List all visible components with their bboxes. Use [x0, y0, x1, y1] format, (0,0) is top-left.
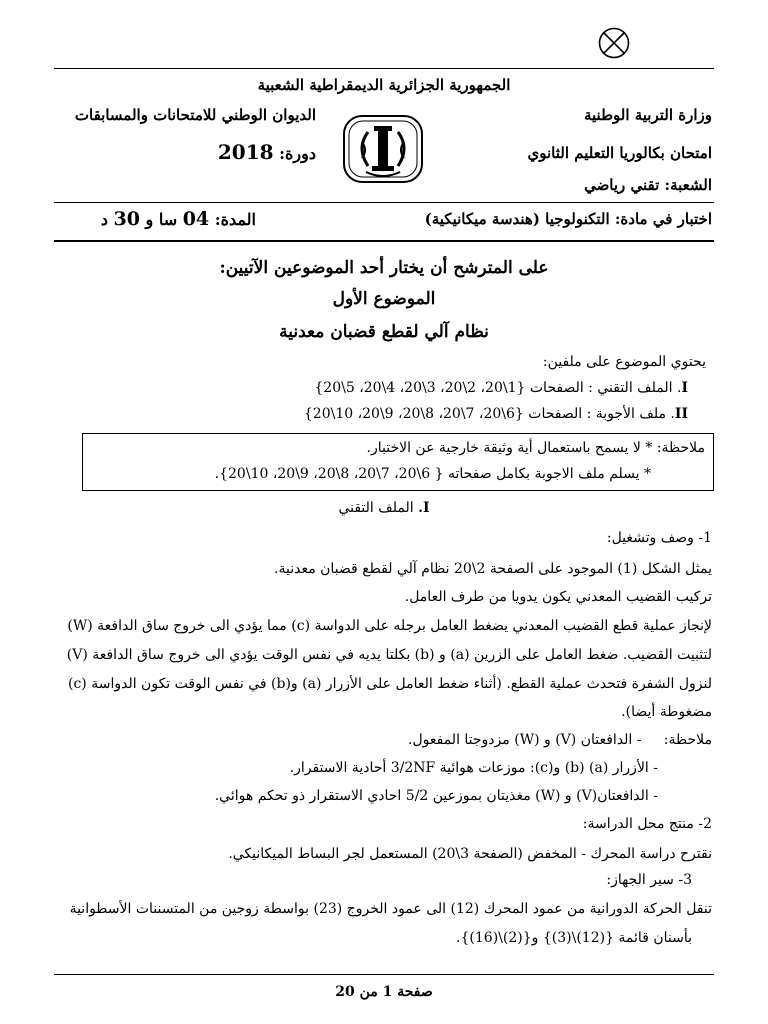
office-name: الديوان الوطني للامتحانات والمسابقات: [74, 106, 316, 124]
ministry-emblem-icon: [338, 112, 428, 186]
section1-num: I.: [418, 500, 430, 516]
description-note-b3: - الدافعتان(V) و (W) مغذيتان بموزعين 5/2 احادي الاستقرار ذو تحكم هوائي.: [214, 788, 658, 804]
product-heading: 2- منتج محل الدراسة:: [582, 816, 712, 832]
file2-num: II: [674, 406, 688, 422]
session: [56, 140, 316, 164]
description-p1: يمثل الشكل (1) الموجود على الصفحة 2\20 نظام آلي لقطع قضبان معدنية.: [274, 561, 712, 577]
footer-rule: [54, 974, 714, 975]
duration-hours: 04: [182, 208, 210, 230]
file2-line: [304, 406, 688, 422]
file1-line: [314, 380, 688, 396]
operation-p1: تنقل الحركة الدورانية من عمود المحرك (12) الى عمود الخروج (23) بواسطة زوجين من المتسننات الأسطوانية: [69, 901, 712, 917]
republic-title: الجمهورية الجزائرية الديمقراطية الشعبية: [257, 76, 511, 94]
header-rule: [54, 202, 714, 203]
file1-num: I: [681, 380, 688, 396]
page-of-label: من: [359, 984, 378, 1000]
operation-p2: بأسنان قائمة {(12)\(3)} و{(2)\(16)}.: [456, 930, 692, 946]
operation-heading: 3- سير الجهاز:: [606, 872, 692, 888]
session-year: 2018: [217, 140, 274, 164]
ministry-name: وزارة التربية الوطنية: [583, 106, 712, 124]
branch-name: الشعبة: تقني رياضي: [584, 176, 712, 194]
choose-instruction: على المترشح أن يختار أحد الموضوعين الآتيين:: [219, 258, 549, 278]
page-current: 1: [382, 984, 393, 1000]
page-number: [0, 984, 768, 1000]
note-box: [82, 433, 714, 491]
product-p1: نقترح دراسة المحرك - المخفض (الصفحة 3\20) المستعمل لجر البساط الميكانيكي.: [228, 846, 712, 862]
file2-text: . ملف الأجوبة : الصفحات {6\20، 7\20، 8\20، 9\20، 10\20}: [303, 406, 675, 422]
exam-name: امتحان بكالوريا التعليم الثانوي: [527, 144, 712, 162]
duration-hours-unit: سا و: [145, 210, 178, 229]
description-note-label: ملاحظة:: [663, 732, 712, 748]
description-note-b1: - الدافعتان (V) و (W) مزدوجتا المفعول.: [408, 732, 642, 748]
file1-text: . الملف التقني : الصفحات {1\20، 2\20، 3\20، 4\20، 5\20}: [314, 380, 682, 396]
subject-rule: [54, 240, 714, 242]
duration: [56, 208, 256, 230]
page-total: 20: [335, 984, 355, 1000]
page-label: صفحة: [397, 984, 433, 1000]
duration-minutes: 30: [113, 208, 140, 230]
description-p3b: لتثبيت القضيب. ضغط العامل على الزرين (a) و (b) بكلتا يديه في نفس الوقت يؤدي الى خروج ساق الدافعة (V): [66, 647, 712, 663]
session-label: دورة:: [279, 144, 316, 163]
note-line-2: * يسلم ملف الاجوبة بكامل صفحاته { 6\20، 7\20، 8\20، 9\20، 10\20}.: [214, 466, 651, 482]
section1-heading: [0, 500, 768, 516]
description-p3a: لإنجاز عملية قطع القضيب المعدني يضغط العامل برجله على الدواسة (c) مما يؤدي الى خروج ساق الدافعة (W): [67, 618, 712, 634]
topic-heading: الموضوع الأول: [332, 289, 436, 309]
description-heading: 1- وصف وتشغيل:: [606, 530, 712, 546]
section1-title: الملف التقني: [338, 500, 414, 516]
contains-line: يحتوي الموضوع على ملفين:: [542, 354, 706, 370]
description-p2: تركيب القضيب المعدني يكون يدويا من طرف العامل.: [404, 589, 712, 605]
description-note: [408, 732, 712, 748]
description-note-b2: - الأزرار (a) (b) و(c): موزعات هوائية 3/2NF أحادية الاستقرار.: [289, 760, 658, 776]
description-p3d: مضغوطة أيضا).: [621, 704, 712, 720]
circled-x-icon: [597, 26, 631, 60]
description-p3c: لنزول الشفرة فتحدث عملية القطع. (أثناء ضغط العامل على الأزرار (a) و(b) في نفس الوقت تكون الدواسة (c): [67, 676, 712, 692]
subject: اختبار في مادة: التكنولوجيا (هندسة ميكانيكية): [424, 210, 712, 228]
topic-title: نظام آلي لقطع قضبان معدنية: [279, 322, 489, 342]
note-line-1: ملاحظة: * لا يسمح باستعمال أية وثيقة خارجية عن الاختبار.: [366, 440, 705, 456]
duration-label: المدة:: [214, 210, 256, 229]
duration-minutes-unit: د: [100, 210, 108, 229]
top-rule: [54, 68, 714, 69]
